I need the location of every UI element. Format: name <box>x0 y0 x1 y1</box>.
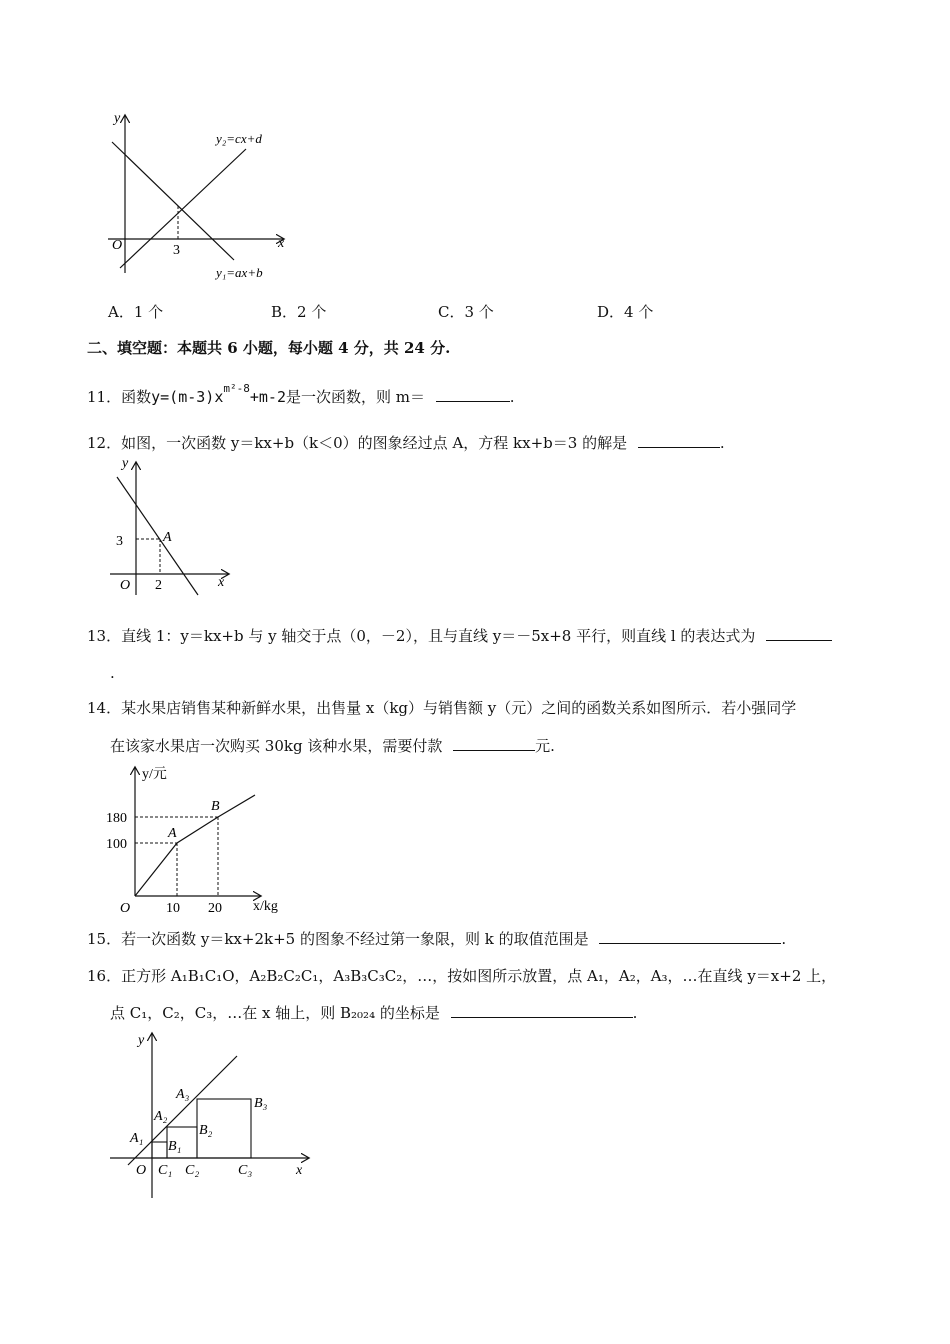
q10-option-d: D．4 个 <box>597 303 654 321</box>
tick-2: 2 <box>155 578 162 593</box>
b3-label: B₃ <box>254 1096 268 1111</box>
q11-formula-base: y=(m-3)x <box>151 388 224 406</box>
c1-label: C₁ <box>158 1163 173 1178</box>
line1-label: y₁=ax+b <box>216 265 263 280</box>
y-axis-label: y <box>114 111 121 126</box>
q12-text: 12．如图，一次函数 y＝kx+b（k＜0）的图象经过点 A，方程 kx+b＝3 的解是 <box>87 434 628 452</box>
q15-text: 15．若一次函数 y＝kx+2k+5 的图象不经过第一象限，则 k 的取值范围是 <box>87 930 589 948</box>
c3-label: C₃ <box>238 1163 253 1178</box>
q11-post: 是一次函数，则 m＝ <box>285 388 425 406</box>
c2-label: C₂ <box>185 1163 200 1178</box>
q11 <box>87 383 515 407</box>
a2-label: A₂ <box>154 1109 168 1124</box>
square-1 <box>152 1142 167 1158</box>
q13-answer-blank[interactable] <box>766 626 832 641</box>
line-y2 <box>120 149 246 268</box>
q14-end: 元. <box>535 737 555 755</box>
x-label: x/kg <box>253 899 278 914</box>
q16-line2 <box>110 1003 637 1023</box>
line-y-x-plus-2 <box>128 1056 237 1165</box>
q10-option-b: B．2 个 <box>271 303 327 321</box>
q10-option-c: C．3 个 <box>438 303 494 321</box>
q16-line1: 16．正方形 A₁B₁C₁O，A₂B₂C₂C₁，A₃B₃C₃C₂，…，按如图所示放置，点 A₁，A₂，A₃，…在直线 y＝x+2 上， <box>87 967 837 985</box>
q12 <box>87 433 725 453</box>
graph-line <box>135 795 255 896</box>
q14-line2 <box>110 736 555 756</box>
point-a-label: A <box>168 826 177 841</box>
origin-label: O <box>136 1163 147 1178</box>
q11-end: . <box>509 388 515 406</box>
b1-label: B₁ <box>168 1139 182 1154</box>
q11-formula-exp: m²-8 <box>223 382 250 395</box>
q14-answer-blank[interactable] <box>453 736 535 751</box>
q12-end: . <box>719 434 725 452</box>
q12-answer-blank[interactable] <box>638 433 720 448</box>
q16-answer-blank[interactable] <box>451 1003 633 1018</box>
q10-option-a: A．1 个 <box>108 303 164 321</box>
y-label: y <box>138 1033 145 1048</box>
tick-3: 3 <box>173 243 180 258</box>
q11-formula-tail: +m-2 <box>249 388 286 406</box>
q16-figure <box>100 1028 315 1203</box>
b2-label: B₂ <box>199 1123 213 1138</box>
q13-end: . <box>110 664 115 682</box>
q15-answer-blank[interactable] <box>599 929 781 944</box>
tick-180: 180 <box>106 811 127 826</box>
q14-line1: 14．某水果店销售某种新鲜水果，出售量 x（kg）与销售额 y（元）之间的函数关系如图所示．若小强同学 <box>87 699 797 717</box>
q11-number: 11． <box>87 388 122 406</box>
tick-20: 20 <box>208 901 222 916</box>
q13 <box>87 626 832 646</box>
q12-figure <box>100 455 240 600</box>
tick-3: 3 <box>116 534 123 549</box>
section2-title: 二、填空题：本题共 6 小题，每小题 4 分，共 24 分. <box>87 339 451 357</box>
q15-end: . <box>781 930 787 948</box>
a3-label: A₃ <box>176 1087 190 1102</box>
q10-figure <box>98 108 298 288</box>
q15 <box>87 929 786 949</box>
q16-end: . <box>632 1004 638 1022</box>
tick-100: 100 <box>106 837 127 852</box>
origin-label: O <box>120 901 131 916</box>
q13-text: 13．直线 1：y＝kx+b 与 y 轴交于点（0，－2），且与直线 y＝－5x+8 平行，则直线 l 的表达式为 <box>87 627 756 645</box>
q11-answer-blank[interactable] <box>436 387 510 402</box>
point-b-label: B <box>211 799 220 814</box>
origin-label: O <box>112 238 123 253</box>
line2-label: y₂=cx+d <box>216 131 262 146</box>
q11-pre: 函数 <box>121 388 152 406</box>
x-label: x <box>218 575 225 590</box>
tick-10: 10 <box>166 901 180 916</box>
point-a-label: A <box>163 530 172 545</box>
x-label: x <box>296 1163 303 1178</box>
q14-line2-text: 在该家水果店一次购买 30kg 该种水果，需要付款 <box>110 737 443 755</box>
a1-label: A₁ <box>130 1131 144 1146</box>
y-label: y <box>122 456 129 471</box>
y-label: y/元 <box>142 767 167 782</box>
origin-label: O <box>120 578 131 593</box>
x-axis-label: x <box>278 236 285 251</box>
q16-line2-text: 点 C₁，C₂，C₃，…在 x 轴上，则 B₂₀₂₄ 的坐标是 <box>110 1004 440 1022</box>
q14-figure <box>100 762 290 917</box>
